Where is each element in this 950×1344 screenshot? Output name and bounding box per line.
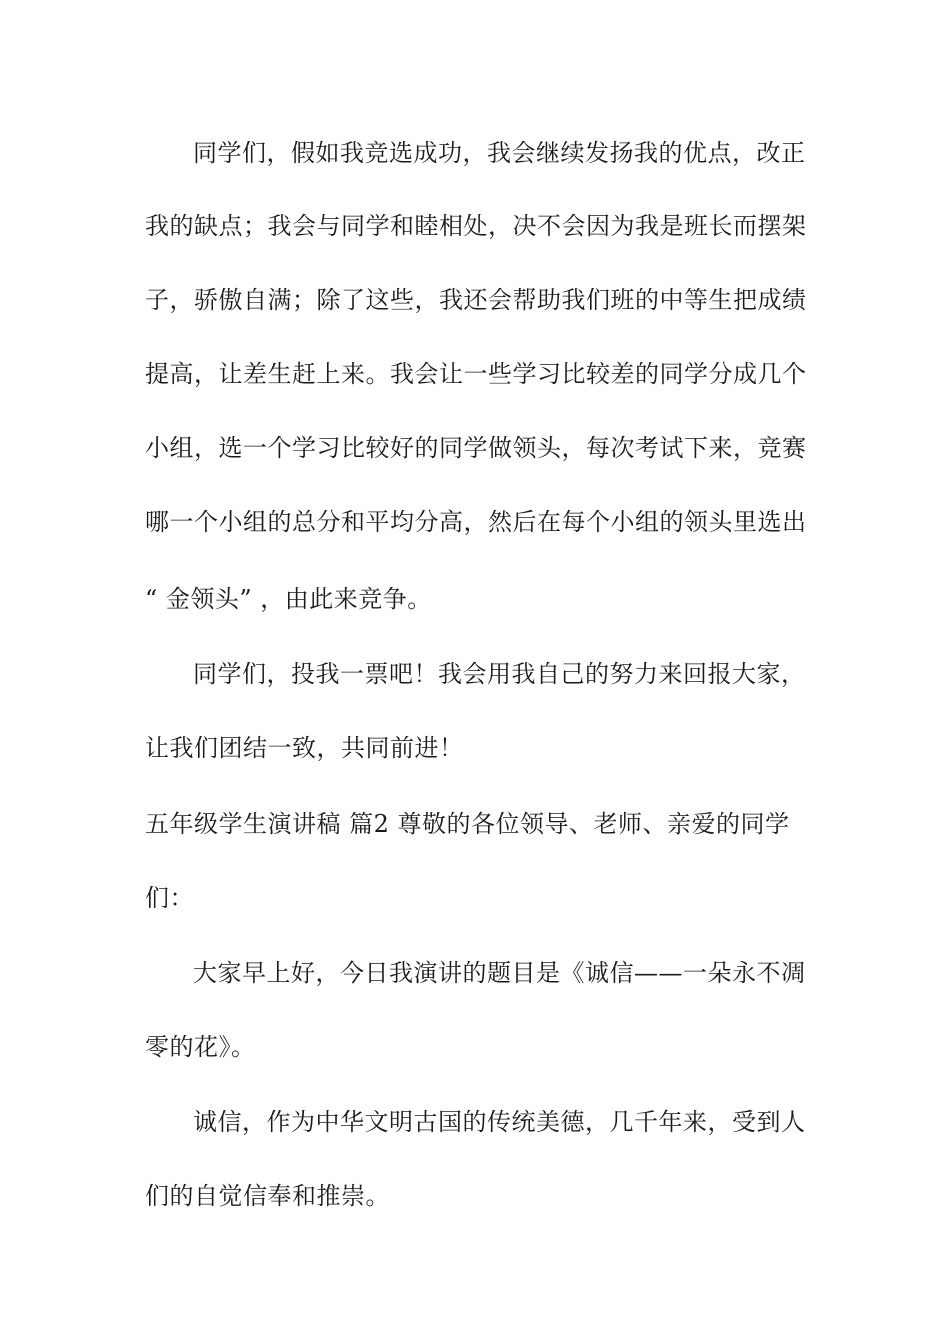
paragraph-1-line-1: 同学们，假如我竞选成功，我会继续发扬我的优点，改正 — [193, 139, 806, 167]
paragraph-4-line-1: 诚信，作为中华文明古国的传统美德，几千年来，受到人 — [193, 1108, 806, 1136]
paragraph-3-line-1: 大家早上好，今日我演讲的题目是《诚信——一朵永不凋 — [193, 959, 806, 987]
paragraph-1-line-6: 哪一个小组的总分和平均分高，然后在每个小组的领头里选出 — [145, 508, 807, 536]
paragraph-2-line-1: 同学们，投我一票吧！我会用我自己的努力来回报大家， — [193, 660, 806, 688]
paragraph-1-line-7: “ 金领头” ，由此来竞争。 — [145, 585, 432, 613]
paragraph-4-line-2: 们的自觉信奉和推崇。 — [145, 1182, 390, 1210]
section-heading-line-2: 们： — [145, 884, 194, 912]
section-heading-line-1: 五年级学生演讲稿 篇2 尊敬的各位领导、老师、亲爱的同学 — [145, 810, 790, 838]
paragraph-3-line-2: 零的花》。 — [145, 1033, 256, 1061]
paragraph-1-line-2: 我的缺点；我会与同学和睦相处，决不会因为我是班长而摆架 — [145, 212, 807, 240]
paragraph-1-line-4: 提高，让差生赶上来。我会让一些学习比较差的同学分成几个 — [145, 360, 807, 388]
paragraph-1-line-3: 子，骄傲自满；除了这些，我还会帮助我们班的中等生把成绩 — [145, 286, 807, 314]
paragraph-1-line-5: 小组，选一个学习比较好的同学做领头，每次考试下来，竞赛 — [145, 434, 807, 462]
paragraph-2-line-2: 让我们团结一致，共同前进！ — [145, 734, 464, 762]
